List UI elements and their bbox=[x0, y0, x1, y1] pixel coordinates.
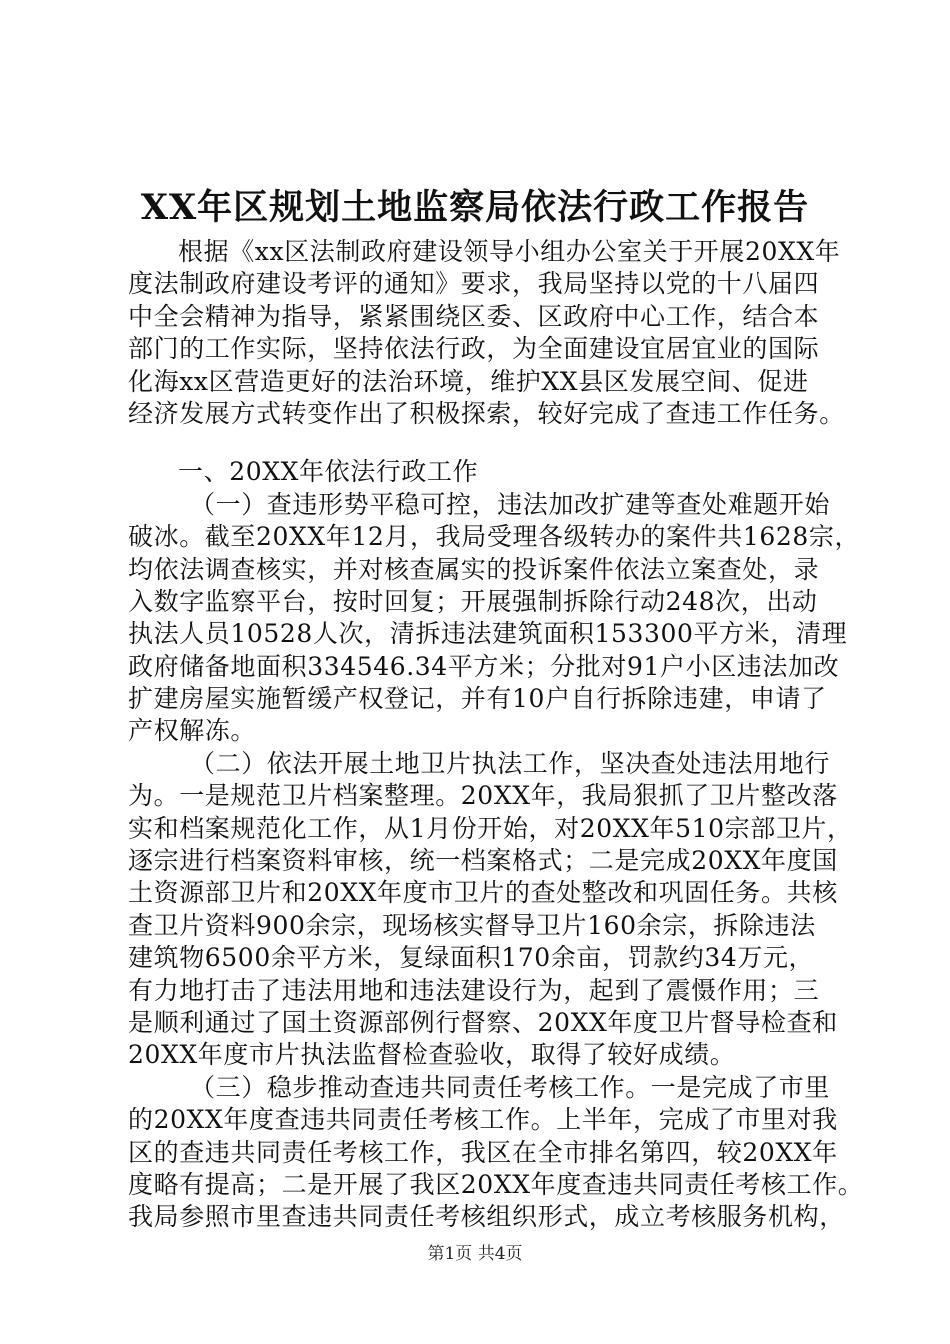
paragraph-line: （三）稳步推动查违共同责任考核工作。一是完成了市里 bbox=[190, 1072, 831, 1102]
paragraph-line: 执法人员10528人次，清拆违法建筑面积153300平方米，清理 bbox=[128, 619, 848, 649]
paragraph-line: 逐宗进行档案资料审核，统一档案格式；二是完成20XX年度国 bbox=[128, 846, 838, 876]
paragraph-line: 20XX年度市片执法监督检查验收，取得了较好成绩。 bbox=[128, 1040, 736, 1070]
paragraph-line: 查卫片资料900余宗，现场核实督导卫片160余宗，拆除违法 bbox=[128, 910, 816, 940]
paragraph-line: 区的查违共同责任考核工作，我区在全市排名第四，较20XX年 bbox=[128, 1137, 838, 1167]
paragraph-line: 建筑物6500余平方米，复绿面积170余亩，罚款约34万元， bbox=[128, 943, 815, 973]
paragraph-line: 土资源部卫片和20XX年度市卫片的查处整改和巩固任务。共核 bbox=[128, 878, 838, 908]
paragraph-line: 化海xx区营造更好的法治环境，维护XX县区发展空间、促进 bbox=[128, 366, 809, 396]
paragraph-line: 入数字监察平台，按时回复；开展强制拆除行动248次，出动 bbox=[128, 586, 818, 616]
paragraph-line: 度略有提高；二是开展了我区20XX年度查违共同责任考核工作。 bbox=[128, 1169, 864, 1199]
paragraph-line: 实和档案规范化工作，从1月份开始，对20XX年510宗部卫片， bbox=[128, 813, 853, 843]
paragraph-line: 度法制政府建设考评的通知》要求，我局坚持以党的十八届四 bbox=[128, 269, 820, 299]
paragraph-line: 部门的工作实际，坚持依法行政，为全面建设宜居宜业的国际 bbox=[128, 334, 820, 364]
paragraph-gap bbox=[128, 430, 828, 456]
paragraph-line: 产权解冻。 bbox=[128, 716, 257, 746]
document-title: XX年区规划土地监察局依法行政工作报告 bbox=[140, 187, 810, 228]
paragraph-line: 破冰。截至20XX年12月，我局受理各级转办的案件共1628宗， bbox=[128, 522, 861, 552]
paragraph-line: （二）依法开展土地卫片执法工作，坚决查处违法用地行 bbox=[190, 748, 831, 778]
paragraph-line: 中全会精神为指导，紧紧围绕区委、区政府中心工作，结合本 bbox=[128, 301, 820, 331]
paragraph-line: 扩建房屋实施暂缓产权登记，并有10户自行拆除违建，申请了 bbox=[128, 684, 827, 714]
document-body bbox=[128, 236, 864, 1234]
paragraph-line: 我局参照市里查违共同责任考核组织形式，成立考核服务机构， bbox=[128, 1202, 845, 1232]
paragraph-line: （一）查违形势平稳可控，违法加改扩建等查处难题开始 bbox=[190, 489, 831, 519]
paragraph-line: 有力地打击了违法用地和违法建设行为，起到了震慑作用；三 bbox=[128, 975, 820, 1005]
paragraph-line: 政府储备地面积334546.34平方米；分批对91户小区违法加改 bbox=[128, 651, 840, 681]
paragraph-line: 均依法调查核实，并对核查属实的投诉案件依法立案查处，录 bbox=[128, 554, 820, 584]
paragraph-line: 经济发展方式转变作出了积极探索，较好完成了查违工作任务。 bbox=[128, 398, 845, 428]
paragraph-line: 为。一是规范卫片档案整理。20XX年，我局狠抓了卫片整改落 bbox=[128, 781, 838, 811]
section-heading: 一、20XX年依法行政工作 bbox=[178, 457, 479, 487]
paragraph-line: 的20XX年度查违共同责任考核工作。上半年，完成了市里对我 bbox=[128, 1105, 838, 1135]
paragraph-line: 是顺利通过了国土资源部例行督察、20XX年度卫片督导检查和 bbox=[128, 1007, 838, 1037]
paragraph-line: 根据《xx区法制政府建设领导小组办公室关于开展20XX年 bbox=[178, 237, 841, 266]
page-number: 第1页 共4页 bbox=[427, 1244, 523, 1264]
